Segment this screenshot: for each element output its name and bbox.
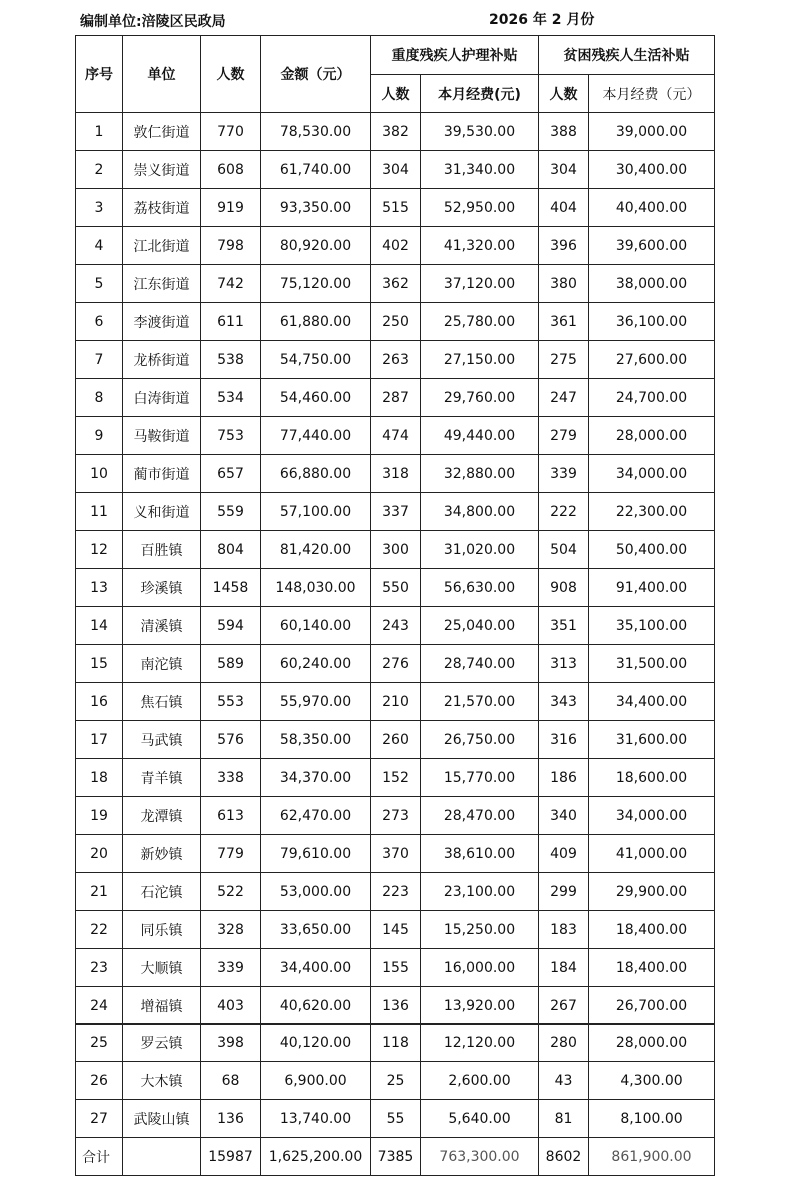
row-care-count: 118 xyxy=(371,1024,421,1062)
row-count: 608 xyxy=(201,151,261,189)
row-care-fee: 23,100.00 xyxy=(421,873,539,911)
row-unit: 白涛街道 xyxy=(123,379,201,417)
row-index: 17 xyxy=(76,721,123,759)
row-care-fee: 2,600.00 xyxy=(421,1062,539,1100)
table-row xyxy=(76,265,715,303)
row-living-count: 275 xyxy=(539,341,589,379)
table-row xyxy=(76,455,715,493)
row-living-count: 247 xyxy=(539,379,589,417)
row-amount: 6,900.00 xyxy=(261,1062,371,1100)
row-care-count: 25 xyxy=(371,1062,421,1100)
row-living-fee: 24,700.00 xyxy=(589,379,715,417)
row-care-count: 304 xyxy=(371,151,421,189)
row-living-count: 380 xyxy=(539,265,589,303)
row-unit: 龙桥街道 xyxy=(123,341,201,379)
row-living-count: 351 xyxy=(539,607,589,645)
row-care-count: 382 xyxy=(371,113,421,151)
row-amount: 81,420.00 xyxy=(261,531,371,569)
row-care-fee: 15,250.00 xyxy=(421,911,539,949)
row-unit: 马鞍街道 xyxy=(123,417,201,455)
row-amount: 60,240.00 xyxy=(261,645,371,683)
table-row xyxy=(76,721,715,759)
row-unit: 武陵山镇 xyxy=(123,1100,201,1138)
row-unit: 义和街道 xyxy=(123,493,201,531)
row-living-fee: 8,100.00 xyxy=(589,1100,715,1138)
row-index: 20 xyxy=(76,835,123,873)
row-living-fee: 4,300.00 xyxy=(589,1062,715,1100)
row-living-count: 343 xyxy=(539,683,589,721)
table-row xyxy=(76,873,715,911)
row-count: 804 xyxy=(201,531,261,569)
row-count: 136 xyxy=(201,1100,261,1138)
row-unit: 石沱镇 xyxy=(123,873,201,911)
row-care-count: 550 xyxy=(371,569,421,607)
row-care-fee: 25,040.00 xyxy=(421,607,539,645)
row-amount: 78,530.00 xyxy=(261,113,371,151)
row-care-fee: 28,470.00 xyxy=(421,797,539,835)
row-care-count: 145 xyxy=(371,911,421,949)
row-count: 613 xyxy=(201,797,261,835)
row-count: 611 xyxy=(201,303,261,341)
row-living-fee: 30,400.00 xyxy=(589,151,715,189)
row-count: 559 xyxy=(201,493,261,531)
row-index: 5 xyxy=(76,265,123,303)
table-row xyxy=(76,569,715,607)
row-living-count: 279 xyxy=(539,417,589,455)
row-living-fee: 36,100.00 xyxy=(589,303,715,341)
row-unit: 大木镇 xyxy=(123,1062,201,1100)
row-amount: 33,650.00 xyxy=(261,911,371,949)
row-care-count: 155 xyxy=(371,949,421,987)
row-care-fee: 5,640.00 xyxy=(421,1100,539,1138)
care-count-header: 人数 xyxy=(371,75,421,113)
row-amount: 53,000.00 xyxy=(261,873,371,911)
row-living-fee: 28,000.00 xyxy=(589,417,715,455)
total-label: 合计 xyxy=(76,1138,123,1176)
row-index: 12 xyxy=(76,531,123,569)
row-living-fee: 35,100.00 xyxy=(589,607,715,645)
row-count: 770 xyxy=(201,113,261,151)
total-count: 15987 xyxy=(201,1138,261,1176)
row-index: 9 xyxy=(76,417,123,455)
row-living-count: 396 xyxy=(539,227,589,265)
row-living-count: 908 xyxy=(539,569,589,607)
row-care-fee: 21,570.00 xyxy=(421,683,539,721)
row-living-fee: 39,000.00 xyxy=(589,113,715,151)
row-living-fee: 34,400.00 xyxy=(589,683,715,721)
row-care-fee: 32,880.00 xyxy=(421,455,539,493)
row-amount: 58,350.00 xyxy=(261,721,371,759)
row-amount: 79,610.00 xyxy=(261,835,371,873)
row-living-fee: 41,000.00 xyxy=(589,835,715,873)
row-living-count: 404 xyxy=(539,189,589,227)
row-living-fee: 34,000.00 xyxy=(589,455,715,493)
row-index: 27 xyxy=(76,1100,123,1138)
table-row xyxy=(76,227,715,265)
row-care-fee: 29,760.00 xyxy=(421,379,539,417)
row-living-count: 43 xyxy=(539,1062,589,1100)
row-care-fee: 26,750.00 xyxy=(421,721,539,759)
row-unit: 青羊镇 xyxy=(123,759,201,797)
row-count: 328 xyxy=(201,911,261,949)
row-living-fee: 22,300.00 xyxy=(589,493,715,531)
row-living-count: 409 xyxy=(539,835,589,873)
row-amount: 34,400.00 xyxy=(261,949,371,987)
row-unit: 马武镇 xyxy=(123,721,201,759)
row-care-count: 273 xyxy=(371,797,421,835)
row-care-count: 263 xyxy=(371,341,421,379)
row-living-count: 361 xyxy=(539,303,589,341)
row-care-fee: 39,530.00 xyxy=(421,113,539,151)
row-care-count: 474 xyxy=(371,417,421,455)
row-unit: 蔺市街道 xyxy=(123,455,201,493)
row-count: 576 xyxy=(201,721,261,759)
row-care-count: 300 xyxy=(371,531,421,569)
row-amount: 61,880.00 xyxy=(261,303,371,341)
row-count: 798 xyxy=(201,227,261,265)
row-living-fee: 31,600.00 xyxy=(589,721,715,759)
row-living-count: 340 xyxy=(539,797,589,835)
table-row xyxy=(76,1024,715,1062)
total-unit xyxy=(123,1138,201,1176)
table-row xyxy=(76,379,715,417)
row-unit: 清溪镇 xyxy=(123,607,201,645)
row-unit: 敦仁街道 xyxy=(123,113,201,151)
row-living-count: 186 xyxy=(539,759,589,797)
row-care-count: 287 xyxy=(371,379,421,417)
row-living-count: 280 xyxy=(539,1024,589,1062)
row-care-fee: 52,950.00 xyxy=(421,189,539,227)
table-row xyxy=(76,417,715,455)
table-row xyxy=(76,113,715,151)
row-count: 534 xyxy=(201,379,261,417)
row-care-count: 370 xyxy=(371,835,421,873)
row-count: 68 xyxy=(201,1062,261,1100)
row-count: 338 xyxy=(201,759,261,797)
row-unit: 崇义街道 xyxy=(123,151,201,189)
row-amount: 40,620.00 xyxy=(261,987,371,1025)
row-count: 657 xyxy=(201,455,261,493)
row-care-fee: 13,920.00 xyxy=(421,987,539,1025)
row-living-count: 184 xyxy=(539,949,589,987)
row-unit: 江东街道 xyxy=(123,265,201,303)
row-amount: 75,120.00 xyxy=(261,265,371,303)
row-living-count: 222 xyxy=(539,493,589,531)
row-count: 594 xyxy=(201,607,261,645)
row-amount: 34,370.00 xyxy=(261,759,371,797)
table-row xyxy=(76,341,715,379)
row-living-fee: 34,000.00 xyxy=(589,797,715,835)
row-care-fee: 12,120.00 xyxy=(421,1024,539,1062)
row-unit: 新妙镇 xyxy=(123,835,201,873)
row-unit: 李渡街道 xyxy=(123,303,201,341)
row-care-count: 210 xyxy=(371,683,421,721)
row-living-fee: 27,600.00 xyxy=(589,341,715,379)
total-living-count: 8602 xyxy=(539,1138,589,1176)
row-amount: 54,750.00 xyxy=(261,341,371,379)
total-care-fee: 763,300.00 xyxy=(421,1138,539,1176)
row-care-count: 152 xyxy=(371,759,421,797)
row-living-count: 313 xyxy=(539,645,589,683)
row-living-count: 388 xyxy=(539,113,589,151)
row-care-fee: 27,150.00 xyxy=(421,341,539,379)
row-unit: 龙潭镇 xyxy=(123,797,201,835)
row-living-count: 304 xyxy=(539,151,589,189)
row-care-fee: 49,440.00 xyxy=(421,417,539,455)
row-care-fee: 34,800.00 xyxy=(421,493,539,531)
row-index: 26 xyxy=(76,1062,123,1100)
row-care-fee: 28,740.00 xyxy=(421,645,539,683)
row-living-fee: 28,000.00 xyxy=(589,1024,715,1062)
row-count: 589 xyxy=(201,645,261,683)
table-row xyxy=(76,303,715,341)
row-count: 919 xyxy=(201,189,261,227)
row-unit: 南沱镇 xyxy=(123,645,201,683)
row-index: 6 xyxy=(76,303,123,341)
table-row xyxy=(76,683,715,721)
col-count-header: 人数 xyxy=(201,36,261,113)
row-amount: 57,100.00 xyxy=(261,493,371,531)
row-unit: 罗云镇 xyxy=(123,1024,201,1062)
row-index: 15 xyxy=(76,645,123,683)
org-label: 编制单位:涪陵区民政局 xyxy=(80,14,226,30)
row-index: 14 xyxy=(76,607,123,645)
table-row xyxy=(76,987,715,1025)
row-care-count: 362 xyxy=(371,265,421,303)
row-index: 22 xyxy=(76,911,123,949)
col-index-header: 序号 xyxy=(76,36,123,113)
table-row xyxy=(76,607,715,645)
row-living-fee: 38,000.00 xyxy=(589,265,715,303)
row-unit: 焦石镇 xyxy=(123,683,201,721)
row-count: 398 xyxy=(201,1024,261,1062)
total-care-count: 7385 xyxy=(371,1138,421,1176)
row-count: 553 xyxy=(201,683,261,721)
header-row-1 xyxy=(76,36,715,75)
row-care-count: 402 xyxy=(371,227,421,265)
row-index: 10 xyxy=(76,455,123,493)
row-unit: 江北街道 xyxy=(123,227,201,265)
row-amount: 60,140.00 xyxy=(261,607,371,645)
row-care-fee: 31,340.00 xyxy=(421,151,539,189)
row-living-count: 504 xyxy=(539,531,589,569)
row-count: 1458 xyxy=(201,569,261,607)
row-count: 522 xyxy=(201,873,261,911)
row-care-fee: 25,780.00 xyxy=(421,303,539,341)
row-living-fee: 26,700.00 xyxy=(589,987,715,1025)
row-amount: 77,440.00 xyxy=(261,417,371,455)
row-index: 1 xyxy=(76,113,123,151)
row-amount: 80,920.00 xyxy=(261,227,371,265)
row-amount: 93,350.00 xyxy=(261,189,371,227)
row-living-count: 339 xyxy=(539,455,589,493)
row-living-count: 316 xyxy=(539,721,589,759)
row-care-count: 276 xyxy=(371,645,421,683)
row-unit: 荔枝街道 xyxy=(123,189,201,227)
subsidy-table-continued xyxy=(75,1023,715,1176)
row-living-fee: 18,400.00 xyxy=(589,949,715,987)
table-row xyxy=(76,645,715,683)
total-row xyxy=(76,1138,715,1176)
row-amount: 62,470.00 xyxy=(261,797,371,835)
row-index: 23 xyxy=(76,949,123,987)
living-fee-header: 本月经费（元） xyxy=(589,75,715,113)
row-index: 19 xyxy=(76,797,123,835)
row-care-fee: 41,320.00 xyxy=(421,227,539,265)
col-amount-header: 金额（元） xyxy=(261,36,371,113)
row-index: 2 xyxy=(76,151,123,189)
row-care-fee: 31,020.00 xyxy=(421,531,539,569)
total-living-fee: 861,900.00 xyxy=(589,1138,715,1176)
table-row xyxy=(76,1062,715,1100)
row-living-count: 299 xyxy=(539,873,589,911)
row-count: 339 xyxy=(201,949,261,987)
row-living-fee: 39,600.00 xyxy=(589,227,715,265)
row-index: 25 xyxy=(76,1024,123,1062)
row-living-fee: 29,900.00 xyxy=(589,873,715,911)
row-amount: 66,880.00 xyxy=(261,455,371,493)
col-unit-header: 单位 xyxy=(123,36,201,113)
row-unit: 大顺镇 xyxy=(123,949,201,987)
row-amount: 148,030.00 xyxy=(261,569,371,607)
row-amount: 40,120.00 xyxy=(261,1024,371,1062)
table-row xyxy=(76,151,715,189)
row-count: 753 xyxy=(201,417,261,455)
row-index: 24 xyxy=(76,987,123,1025)
row-care-count: 55 xyxy=(371,1100,421,1138)
row-living-count: 183 xyxy=(539,911,589,949)
row-unit: 同乐镇 xyxy=(123,911,201,949)
row-care-fee: 15,770.00 xyxy=(421,759,539,797)
row-living-count: 81 xyxy=(539,1100,589,1138)
total-amount: 1,625,200.00 xyxy=(261,1138,371,1176)
row-care-fee: 37,120.00 xyxy=(421,265,539,303)
row-count: 779 xyxy=(201,835,261,873)
row-living-fee: 18,600.00 xyxy=(589,759,715,797)
row-index: 8 xyxy=(76,379,123,417)
row-care-count: 515 xyxy=(371,189,421,227)
table-row xyxy=(76,759,715,797)
row-index: 4 xyxy=(76,227,123,265)
row-care-count: 318 xyxy=(371,455,421,493)
row-living-fee: 31,500.00 xyxy=(589,645,715,683)
row-care-fee: 56,630.00 xyxy=(421,569,539,607)
row-care-fee: 38,610.00 xyxy=(421,835,539,873)
row-amount: 61,740.00 xyxy=(261,151,371,189)
row-care-count: 136 xyxy=(371,987,421,1025)
table-row xyxy=(76,1100,715,1138)
row-count: 403 xyxy=(201,987,261,1025)
row-living-fee: 40,400.00 xyxy=(589,189,715,227)
row-living-count: 267 xyxy=(539,987,589,1025)
subsidy-table xyxy=(75,35,715,1025)
row-count: 538 xyxy=(201,341,261,379)
row-unit: 增福镇 xyxy=(123,987,201,1025)
row-index: 11 xyxy=(76,493,123,531)
row-unit: 珍溪镇 xyxy=(123,569,201,607)
period-label: 2026 年 2 月份 xyxy=(489,12,595,28)
row-amount: 13,740.00 xyxy=(261,1100,371,1138)
row-index: 7 xyxy=(76,341,123,379)
table-row xyxy=(76,835,715,873)
row-index: 16 xyxy=(76,683,123,721)
row-living-fee: 18,400.00 xyxy=(589,911,715,949)
row-amount: 55,970.00 xyxy=(261,683,371,721)
row-care-count: 337 xyxy=(371,493,421,531)
row-care-count: 250 xyxy=(371,303,421,341)
table-row xyxy=(76,493,715,531)
living-group-header: 贫困残疾人生活补贴 xyxy=(539,36,715,75)
row-amount: 54,460.00 xyxy=(261,379,371,417)
care-group-header: 重度残疾人护理补贴 xyxy=(371,36,539,75)
row-living-fee: 91,400.00 xyxy=(589,569,715,607)
row-care-count: 243 xyxy=(371,607,421,645)
table-row xyxy=(76,531,715,569)
table-row xyxy=(76,189,715,227)
row-care-fee: 16,000.00 xyxy=(421,949,539,987)
row-index: 13 xyxy=(76,569,123,607)
row-unit: 百胜镇 xyxy=(123,531,201,569)
table-row xyxy=(76,949,715,987)
table-row xyxy=(76,797,715,835)
row-count: 742 xyxy=(201,265,261,303)
row-care-count: 260 xyxy=(371,721,421,759)
row-living-fee: 50,400.00 xyxy=(589,531,715,569)
living-count-header: 人数 xyxy=(539,75,589,113)
row-index: 21 xyxy=(76,873,123,911)
care-fee-header: 本月经费(元) xyxy=(421,75,539,113)
row-index: 18 xyxy=(76,759,123,797)
table-row xyxy=(76,911,715,949)
row-care-count: 223 xyxy=(371,873,421,911)
row-index: 3 xyxy=(76,189,123,227)
